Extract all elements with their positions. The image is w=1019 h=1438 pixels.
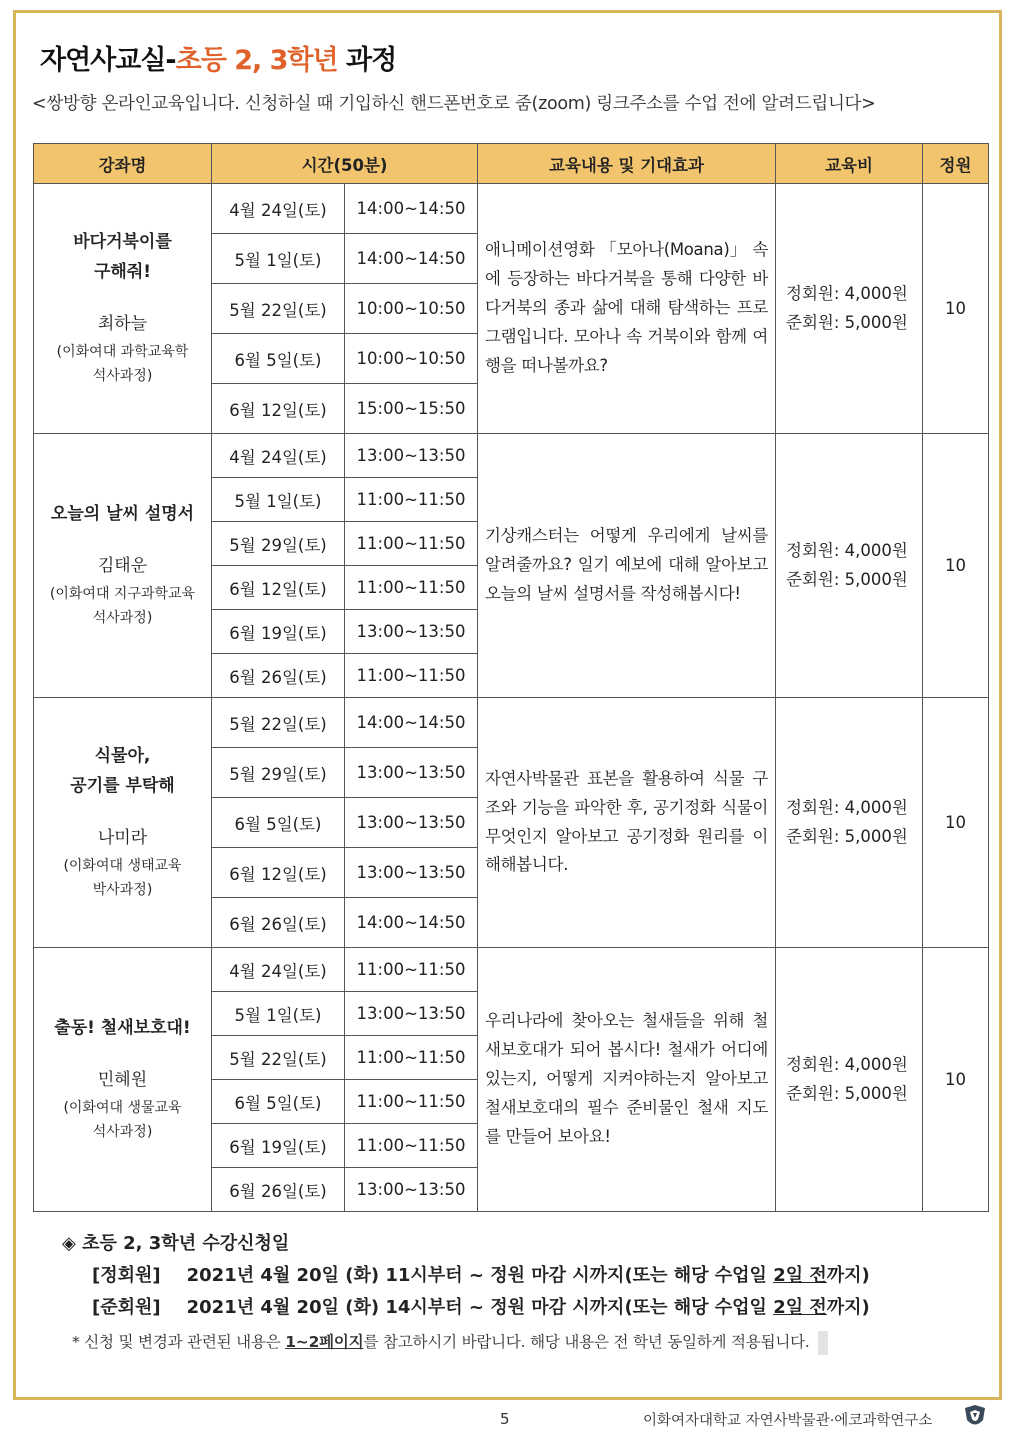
session-date: 5월 22일(토) [212, 284, 345, 334]
course-description: 우리나라에 찾아오는 철새들을 위해 철새보호대가 되어 봅시다! 철새가 어디에 있는지, 어떻게 지켜야하는지 알아보고 철새보호대의 필수 준비물인 철새 지도를 만들어 보아요! [478, 948, 776, 1212]
course-title: 바다거북이를 구해줘! [73, 232, 172, 283]
instructor-name: 최하늘 [97, 313, 148, 334]
course-name-cell [34, 434, 212, 698]
session-time: 15:00~15:50 [345, 384, 478, 434]
session-time: 11:00~11:50 [345, 654, 478, 698]
session-date: 6월 5일(토) [212, 1080, 345, 1124]
session-time: 11:00~11:50 [345, 1124, 478, 1168]
session-time: 14:00~14:50 [345, 698, 478, 748]
instructor-name: 나미라 [97, 827, 148, 848]
registration-heading: ◈ 초등 2, 3학년 수강신청일 [62, 1233, 290, 1254]
instructor-affiliation: (이화여대 지구과학교육 석사과정) [49, 585, 196, 627]
session-time: 10:00~10:50 [345, 334, 478, 384]
course-name-cell [34, 698, 212, 948]
session-date: 5월 22일(토) [212, 1036, 345, 1080]
course-title: 식물아, 공기를 부탁해 [70, 746, 175, 797]
fee-associate: 준회원: 5,000원 [786, 569, 908, 589]
registration-regular: [정회원] 2021년 4월 20일 (화) 11시부터 ~ 정원 마감 시까지(또는 해당 수업일 2일 전까지) [92, 1265, 870, 1286]
session-time: 14:00~14:50 [345, 898, 478, 948]
course-fee [776, 184, 923, 434]
instructor-affiliation: (이화여대 생물교육 석사과정) [63, 1099, 182, 1141]
course-capacity: 10 [923, 434, 989, 698]
session-date: 5월 22일(토) [212, 698, 345, 748]
footer-organization: 이화여자대학교 자연사박물관·에코과학연구소 [643, 1413, 933, 1429]
header-fee: 교육비 [776, 144, 923, 184]
course-capacity: 10 [923, 184, 989, 434]
fee-regular: 정회원: 4,000원 [786, 283, 908, 303]
course-title: 오늘의 날씨 설명서 [50, 504, 195, 525]
session-time: 13:00~13:50 [345, 848, 478, 898]
header-content: 교육내용 및 기대효과 [478, 144, 776, 184]
fee-regular: 정회원: 4,000원 [786, 540, 908, 560]
table-header-row [34, 144, 989, 184]
fee-associate: 준회원: 5,000원 [786, 312, 908, 332]
header-time: 시간(50분) [212, 144, 478, 184]
session-time: 13:00~13:50 [345, 748, 478, 798]
session-date: 6월 19일(토) [212, 1124, 345, 1168]
session-time: 13:00~13:50 [345, 992, 478, 1036]
session-time: 13:00~13:50 [345, 798, 478, 848]
fee-regular: 정회원: 4,000원 [786, 1054, 908, 1074]
header-capacity: 정원 [923, 144, 989, 184]
course-name-cell [34, 948, 212, 1212]
session-date: 6월 26일(토) [212, 898, 345, 948]
course-fee [776, 434, 923, 698]
fee-associate: 준회원: 5,000원 [786, 826, 908, 846]
session-time: 11:00~11:50 [345, 566, 478, 610]
session-date: 6월 5일(토) [212, 798, 345, 848]
session-date: 5월 29일(토) [212, 522, 345, 566]
registration-associate: [준회원] 2021년 4월 20일 (화) 14시부터 ~ 정원 마감 시까지(또는 해당 수업일 2일 전까지) [92, 1297, 870, 1318]
session-time: 14:00~14:50 [345, 234, 478, 284]
session-time: 11:00~11:50 [345, 522, 478, 566]
footnote: * 신청 및 변경과 관련된 내용은 1~2페이지를 참고하시기 바랍니다. 해당 내용은 전 학년 동일하게 적용됩니다. [72, 1330, 828, 1355]
session-date: 5월 29일(토) [212, 748, 345, 798]
table-row [34, 948, 989, 992]
instructor-name: 김태운 [97, 556, 148, 576]
page-subtitle: <쌍방향 온라인교육입니다. 신청하실 때 기입하신 핸드폰번호로 줌(zoom) 링크주소를 수업 전에 알려드립니다> [32, 94, 876, 114]
session-date: 6월 12일(토) [212, 848, 345, 898]
course-capacity: 10 [923, 698, 989, 948]
course-fee [776, 698, 923, 948]
course-title: 출동! 철새보호대! [54, 1018, 191, 1039]
fee-regular: 정회원: 4,000원 [786, 797, 908, 817]
session-date: 6월 26일(토) [212, 654, 345, 698]
session-date: 6월 19일(토) [212, 610, 345, 654]
session-date: 4월 24일(토) [212, 948, 345, 992]
course-description: 자연사박물관 표본을 활용하여 식물 구조와 기능을 파악한 후, 공기정화 식물이 무엇인지 알아보고 공기정화 원리를 이해해봅니다. [478, 698, 776, 948]
table-row [34, 698, 989, 748]
session-time: 11:00~11:50 [345, 478, 478, 522]
instructor-affiliation: (이화여대 과학교육학 석사과정) [56, 343, 189, 385]
registration-info [62, 1228, 870, 1324]
session-date: 6월 5일(토) [212, 334, 345, 384]
course-capacity: 10 [923, 948, 989, 1212]
fee-associate: 준회원: 5,000원 [786, 1083, 908, 1103]
table-row [34, 184, 989, 234]
header-course: 강좌명 [34, 144, 212, 184]
session-time: 11:00~11:50 [345, 948, 478, 992]
course-description: 애니메이션영화 「모아나(Moana)」 속에 등장하는 바다거북을 통해 다양한 바다거북의 종과 삶에 대해 탐색하는 프로그램입니다. 모아나 속 거북이와 함께 여행을 떠나볼까요? [478, 184, 776, 434]
page-reference-link[interactable]: 1~2페이지 [285, 1333, 364, 1351]
session-date: 5월 1일(토) [212, 992, 345, 1036]
session-date: 4월 24일(토) [212, 184, 345, 234]
ewha-logo-icon [962, 1404, 988, 1430]
session-time: 13:00~13:50 [345, 1168, 478, 1212]
session-date: 6월 26일(토) [212, 1168, 345, 1212]
session-date: 6월 12일(토) [212, 566, 345, 610]
instructor-affiliation: (이화여대 생태교육 박사과정) [63, 857, 182, 899]
page-title: 자연사교실-초등 2, 3학년 과정 [40, 45, 397, 76]
session-date: 5월 1일(토) [212, 478, 345, 522]
session-time: 14:00~14:50 [345, 184, 478, 234]
course-description: 기상캐스터는 어떻게 우리에게 날씨를 알려줄까요? 일기 예보에 대해 알아보고 오늘의 날씨 설명서를 작성해봅시다! [478, 434, 776, 698]
session-time: 13:00~13:50 [345, 610, 478, 654]
course-name-cell [34, 184, 212, 434]
cursor-mark [818, 1331, 828, 1355]
session-time: 11:00~11:50 [345, 1080, 478, 1124]
course-fee [776, 948, 923, 1212]
session-time: 11:00~11:50 [345, 1036, 478, 1080]
session-time: 13:00~13:50 [345, 434, 478, 478]
instructor-name: 민혜원 [97, 1070, 148, 1090]
session-time: 10:00~10:50 [345, 284, 478, 334]
session-date: 5월 1일(토) [212, 234, 345, 284]
page-number: 5 [500, 1410, 510, 1428]
session-date: 4월 24일(토) [212, 434, 345, 478]
table-row [34, 434, 989, 478]
schedule-table [33, 143, 989, 1212]
session-date: 6월 12일(토) [212, 384, 345, 434]
